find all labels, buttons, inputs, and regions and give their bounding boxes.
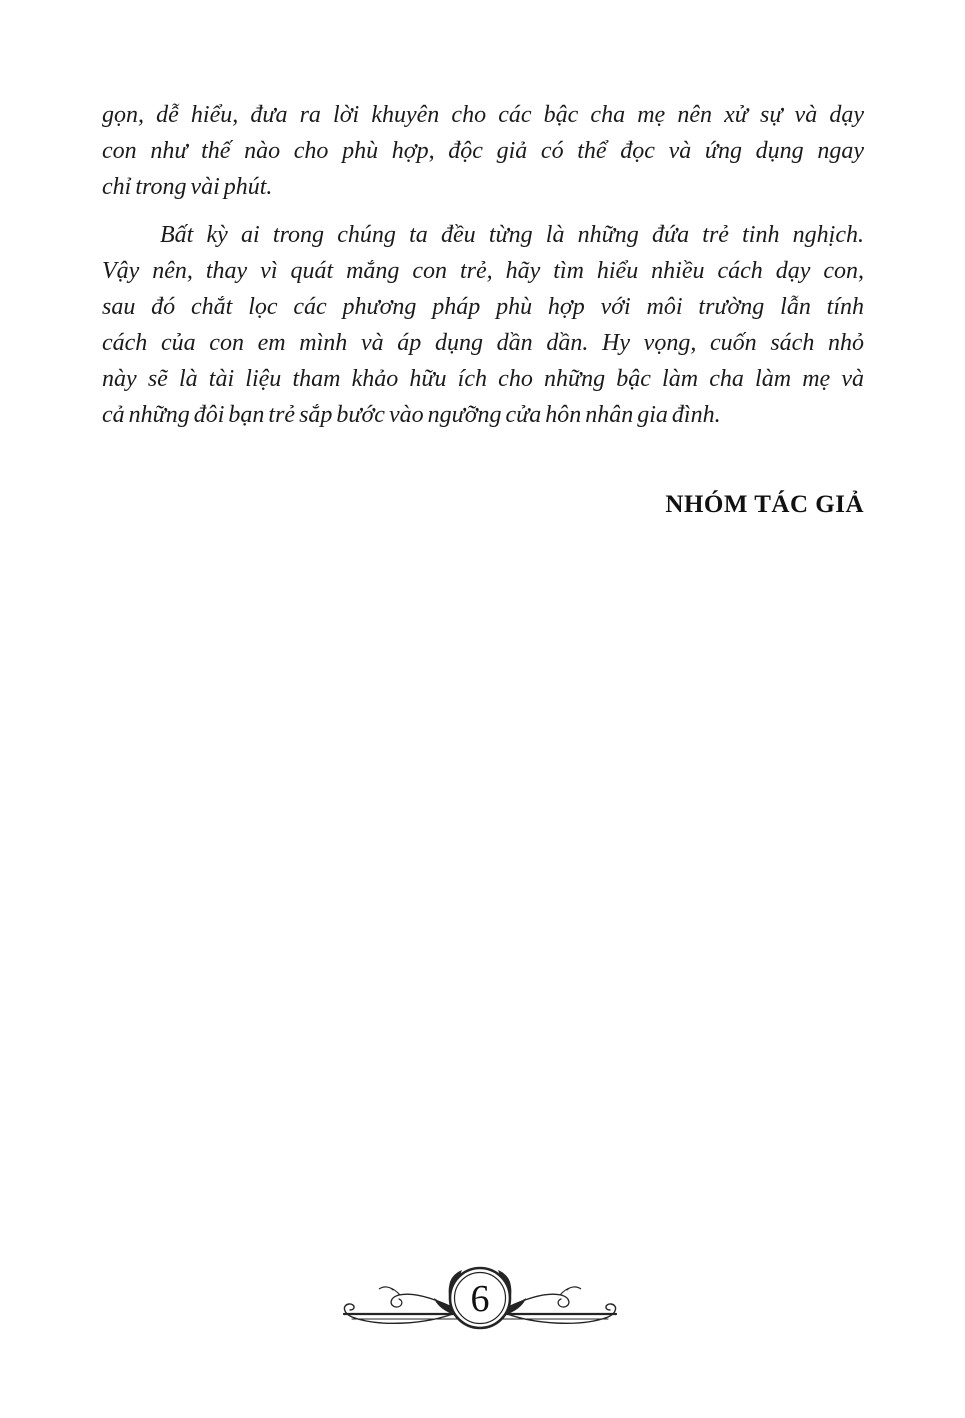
paragraph — [102, 97, 864, 205]
text-line: gọn, dễ hiểu, đưa ra lời khuyên cho các bậc cha mẹ nên xử sự và dạy — [102, 102, 864, 128]
body-text — [102, 97, 864, 523]
text-line: này sẽ là tài liệu tham khảo hữu ích cho những bậc làm cha làm mẹ và — [102, 366, 864, 392]
text-line: cách của con em mình và áp dụng dần dần. Hy vọng, cuốn sách nhỏ — [102, 330, 864, 356]
footer-ornament-graphic — [330, 1250, 630, 1360]
page-number-circle — [450, 1268, 510, 1328]
text-line: chỉ trong vài phút. — [102, 174, 273, 200]
text-line: cả những đôi bạn trẻ sắp bước vào ngưỡng cửa hôn nhân gia đình. — [102, 402, 721, 428]
page-number: 6 — [470, 1278, 490, 1320]
ornament-flourish-left — [344, 1270, 465, 1323]
ornament-flourish-right — [495, 1270, 616, 1323]
text-line: Vậy nên, thay vì quát mắng con trẻ, hãy tìm hiểu nhiều cách dạy con, — [102, 258, 864, 284]
text-line: Bất kỳ ai trong chúng ta đều từng là những đứa trẻ tinh nghịch. — [160, 222, 864, 248]
footer-ornament — [330, 1250, 630, 1360]
paragraph — [102, 217, 864, 433]
author-signature: NHÓM TÁC GIẢ — [665, 491, 864, 518]
text-line: con như thế nào cho phù hợp, độc giả có thể đọc và ứng dụng ngay — [102, 138, 864, 164]
text-line: sau đó chắt lọc các phương pháp phù hợp với môi trường lẫn tính — [102, 294, 864, 320]
